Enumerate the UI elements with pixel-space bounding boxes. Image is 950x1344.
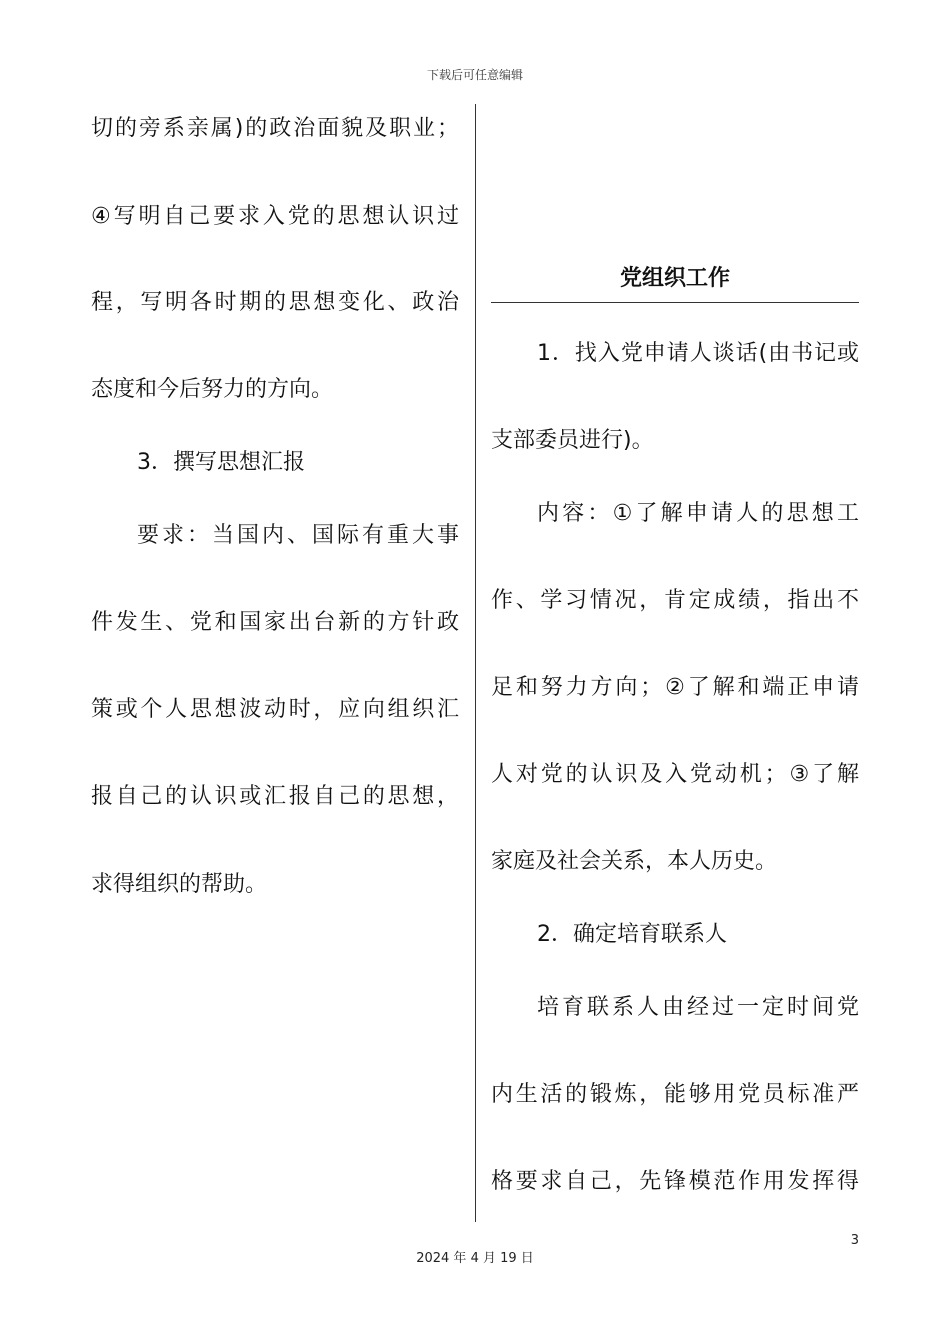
right-line-3: 内容：①了解申请人的思想工: [537, 501, 859, 526]
right-line-7: 家庭及社会关系，本人历史。: [491, 849, 778, 874]
left-line-1: 切的旁系亲属)的政治面貌及职业；: [91, 116, 459, 141]
section-title-rule: [491, 302, 859, 303]
left-line-8: 策或个人思想波动时，应向组织汇: [91, 697, 459, 722]
right-line-9: 培育联系人由经过一定时间党: [537, 995, 859, 1020]
right-line-6: 人对党的认识及入党动机；③了解: [491, 762, 859, 787]
column-divider: [475, 104, 476, 1222]
left-line-4: 态度和今后努力的方向。: [91, 377, 334, 402]
left-line-6: 要求：当国内、国际有重大事: [137, 523, 459, 548]
right-line-10: 内生活的锻炼，能够用党员标准严: [491, 1082, 859, 1107]
left-line-2: ④写明自己要求入党的思想认识过: [91, 204, 459, 229]
right-line-4: 作、学习情况，肯定成绩，指出不: [491, 588, 859, 613]
right-line-11: 格要求自己，先锋模范作用发挥得: [491, 1169, 859, 1194]
right-line-2: 支部委员进行)。: [491, 428, 654, 453]
left-line-7: 件发生、党和国家出台新的方针政: [91, 610, 459, 635]
right-line-5: 足和努力方向；②了解和端正申请: [491, 675, 859, 700]
page-header: 下载后可任意编辑: [426, 68, 523, 82]
left-line-9: 报自己的认识或汇报自己的思想，: [91, 784, 459, 809]
left-line-10: 求得组织的帮助。: [91, 872, 268, 897]
footer-date: 2024 年 4 月 19 日: [416, 1251, 534, 1266]
left-line-3: 程，写明各时期的思想变化、政治: [91, 290, 459, 315]
right-line-1: 1．找入党申请人谈话(由书记或: [537, 341, 859, 366]
right-heading-2: 2．确定培育联系人: [537, 922, 727, 947]
section-title: 党组织工作: [619, 266, 730, 291]
left-heading-3: 3．撰写思想汇报: [137, 450, 305, 475]
page-number: 3: [850, 1233, 859, 1248]
